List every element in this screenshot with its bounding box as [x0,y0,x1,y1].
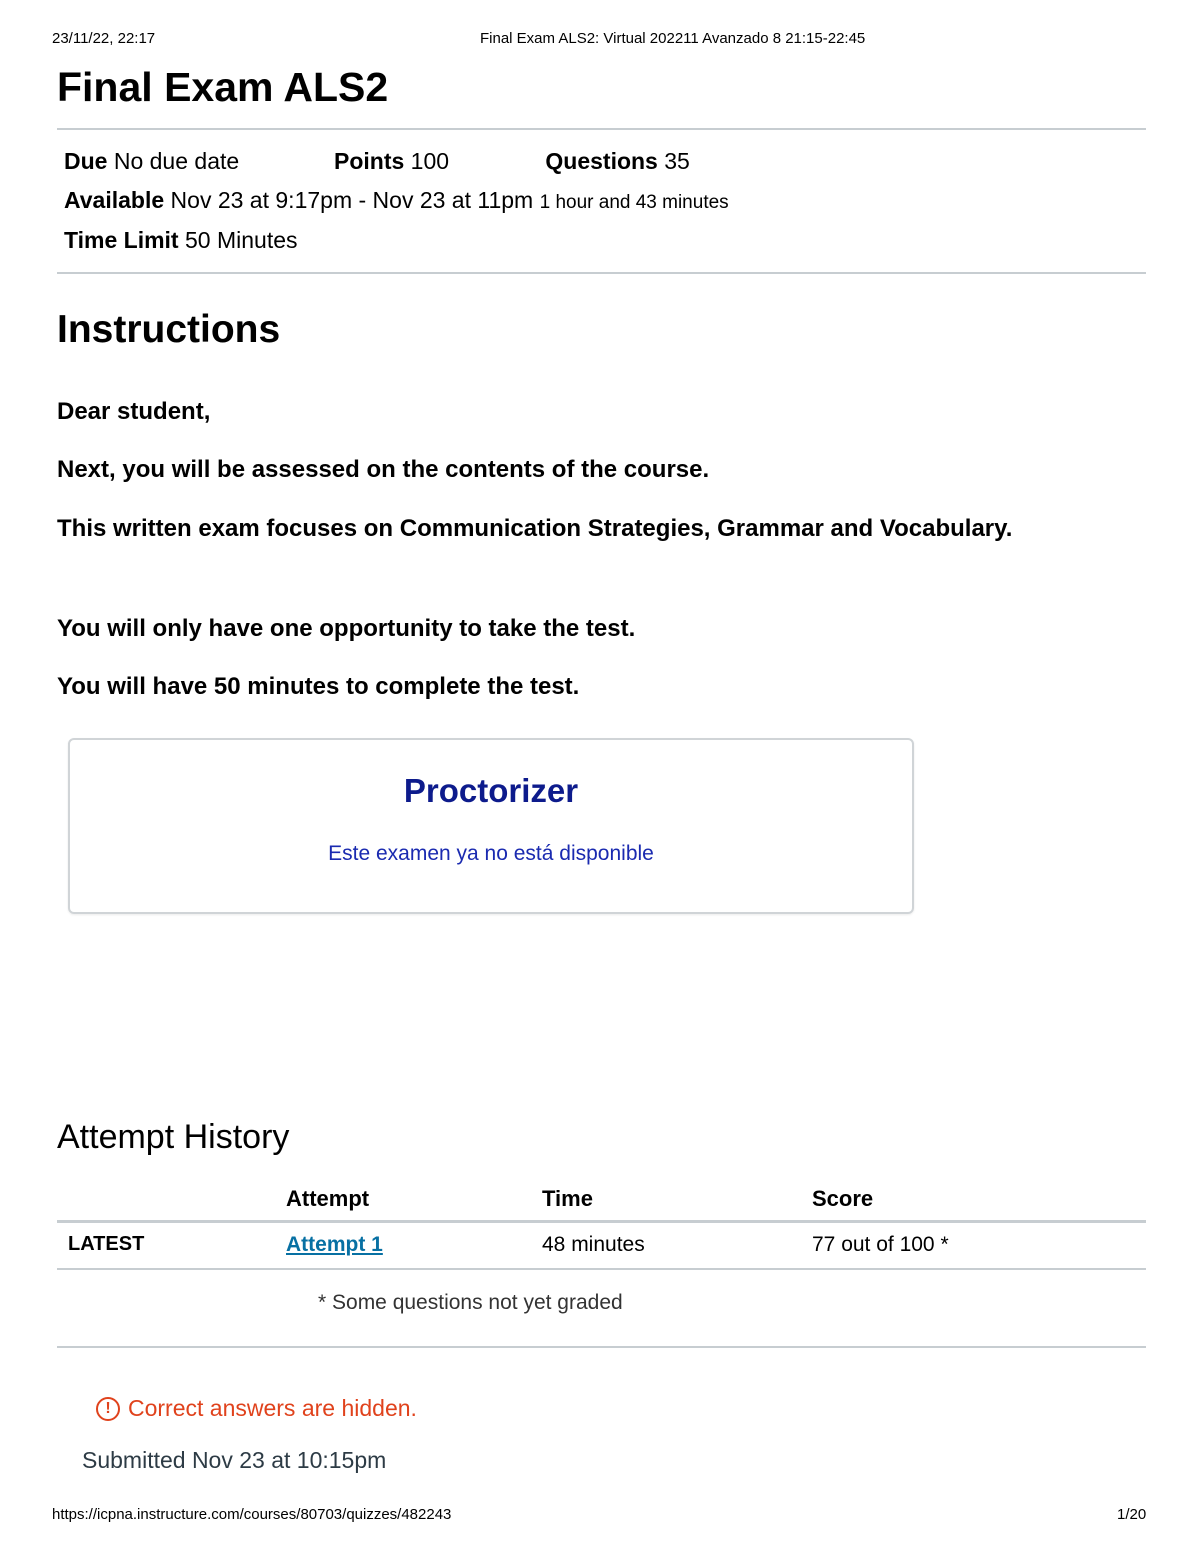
available-label: Available [64,187,165,213]
attempt-link-label[interactable]: Attempt 1 [286,1233,383,1256]
time-limit-value: 50 Minutes [185,227,298,253]
attempt-time: 48 minutes [542,1233,645,1256]
quiz-meta-row-2 [64,187,729,214]
print-page-number: 1/20 [1117,1506,1147,1523]
divider [57,1346,1146,1348]
due-label: Due [64,148,108,174]
divider [57,272,1146,274]
table-header-divider [57,1220,1146,1223]
print-doc-title: Final Exam ALS2: Virtual 202211 Avanzado 8 21:15-22:45 [480,30,866,47]
print-url: https://icpna.instructure.com/courses/80703/quizzes/482243 [52,1506,452,1523]
attempt-history-heading: Attempt History [57,1118,290,1156]
divider [57,128,1146,130]
questions-value: 35 [664,148,690,174]
instruction-paragraph: Dear student, [57,398,211,425]
instruction-paragraph: This written exam focuses on Communication Strategies, Grammar and Vocabulary. [57,515,1013,542]
table-row-divider [57,1268,1146,1270]
quiz-meta-row-3 [64,227,298,254]
submitted-timestamp: Submitted Nov 23 at 10:15pm [82,1447,387,1473]
notice-text: Correct answers are hidden. [128,1395,417,1421]
instruction-paragraph: You will only have one opportunity to take the test. [57,615,636,642]
correct-answers-notice [96,1395,417,1422]
available-duration: 1 hour and 43 minutes [539,192,729,213]
latest-tag: LATEST [68,1233,145,1255]
attempt-link[interactable] [286,1233,383,1257]
proctorizer-title: Proctorizer [403,772,579,809]
due-value: No due date [113,148,240,174]
warning-circle-icon: ! [96,1397,120,1421]
available-value: Nov 23 at 9:17pm - Nov 23 at 11pm [170,187,534,213]
column-header-time: Time [542,1186,593,1211]
points-field [334,148,539,175]
grading-footnote: * Some questions not yet graded [318,1291,623,1314]
due-field [64,148,334,175]
instruction-paragraph: You will have 50 minutes to complete the test. [57,673,580,700]
proctorizer-panel [68,738,914,914]
points-label: Points [334,148,405,174]
points-value: 100 [410,148,450,174]
instructions-heading: Instructions [57,308,281,351]
proctorizer-message: Este examen ya no está disponible [328,842,654,865]
column-header-score: Score [812,1186,874,1211]
time-limit-label: Time Limit [64,227,179,253]
quiz-meta-row-1 [64,148,690,175]
questions-field [539,148,690,174]
instruction-paragraph: Next, you will be assessed on the contents of the course. [57,456,710,483]
page-title: Final Exam ALS2 [57,64,389,110]
column-header-attempt: Attempt [286,1186,370,1211]
print-datetime: 23/11/22, 22:17 [52,30,156,47]
attempt-score: 77 out of 100 * [812,1233,949,1256]
questions-label: Questions [545,148,658,174]
